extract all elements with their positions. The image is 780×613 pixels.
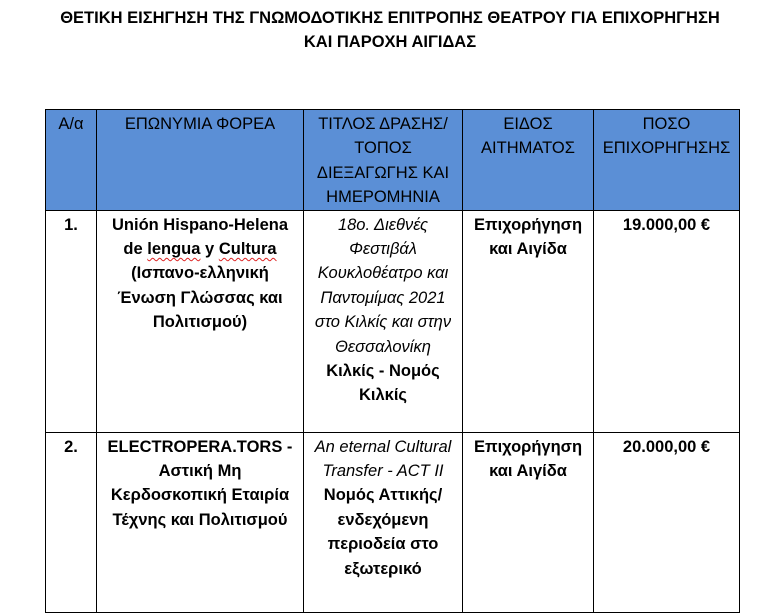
- row-entity: [97, 210, 304, 432]
- row-amount: 19.000,00 €: [594, 210, 740, 432]
- action-place: Κιλκίς - Νομός Κιλκίς: [326, 362, 440, 405]
- row-action: [304, 210, 463, 432]
- row-index: 1.: [46, 210, 97, 432]
- row-amount: 20.000,00 €: [594, 432, 740, 612]
- action-title: An eternal Cultural Transfer - ACT II: [314, 437, 452, 481]
- entity-text-part: (Ισπανο-ελληνική Ένωση Γλώσσας και Πολιτισμού): [117, 264, 283, 332]
- title-line-1: ΘΕΤΙΚΗ ΕΙΣΗΓΗΣΗ ΤΗΣ ΓΝΩΜΟΔΟΤΙΚΗΣ ΕΠΙΤΡΟΠΗΣ ΘΕΑΤΡΟΥ ΓΙΑ ΕΠΙΧΟΡΗΓΗΣΗ: [60, 9, 720, 27]
- header-action: ΤΙΤΛΟΣ ΔΡΑΣΗΣ/ΤΟΠΟΣ ΔΙΕΞΑΓΩΓΗΣ ΚΑΙ ΗΜΕΡΟΜΗΝΙΑ: [304, 110, 463, 211]
- grants-table: [45, 109, 740, 613]
- document-title: [0, 6, 780, 54]
- header-request-type: ΕΙΔΟΣ ΑΙΤΗΜΑΤΟΣ: [463, 110, 594, 211]
- header-index: Α/α: [46, 110, 97, 211]
- action-place: Νομός Αττικής/ενδεχόμενη περιοδεία στο εξωτερικό: [323, 486, 443, 578]
- row-index: 2.: [46, 432, 97, 612]
- title-line-2: ΚΑΙ ΠΑΡΟΧΗ ΑΙΓΙΔΑΣ: [303, 33, 477, 51]
- row-request-type: Επιχορήγηση και Αιγίδα: [463, 432, 594, 612]
- table-header-row: [46, 110, 740, 211]
- row-entity: ELECTROPERA.TORS - Αστική Μη Κερδοσκοπική Εταιρία Τέχνης και Πολιτισμού: [97, 432, 304, 612]
- header-entity: ΕΠΩΝΥΜΙΑ ΦΟΡΕΑ: [97, 110, 304, 211]
- entity-text-part: y: [205, 240, 215, 259]
- entity-text-part: Unión Hispano-Helena de: [111, 215, 288, 259]
- row-request-type: Επιχορήγηση και Αιγίδα: [463, 210, 594, 432]
- entity-text-flagged: lengua: [147, 240, 201, 259]
- entity-text-flagged: Cultura: [218, 240, 277, 259]
- header-amount: ΠΟΣΟ ΕΠΙΧΟΡΗΓΗΣΗΣ: [594, 110, 740, 211]
- table-row: [46, 432, 740, 612]
- table-row: [46, 210, 740, 432]
- action-title: 18ο. Διεθνές Φεστιβάλ Κουκλοθέατρο και Παντομίμας 2021 στο Κιλκίς και στην Θεσσαλονίκη: [314, 215, 452, 356]
- row-action: [304, 432, 463, 612]
